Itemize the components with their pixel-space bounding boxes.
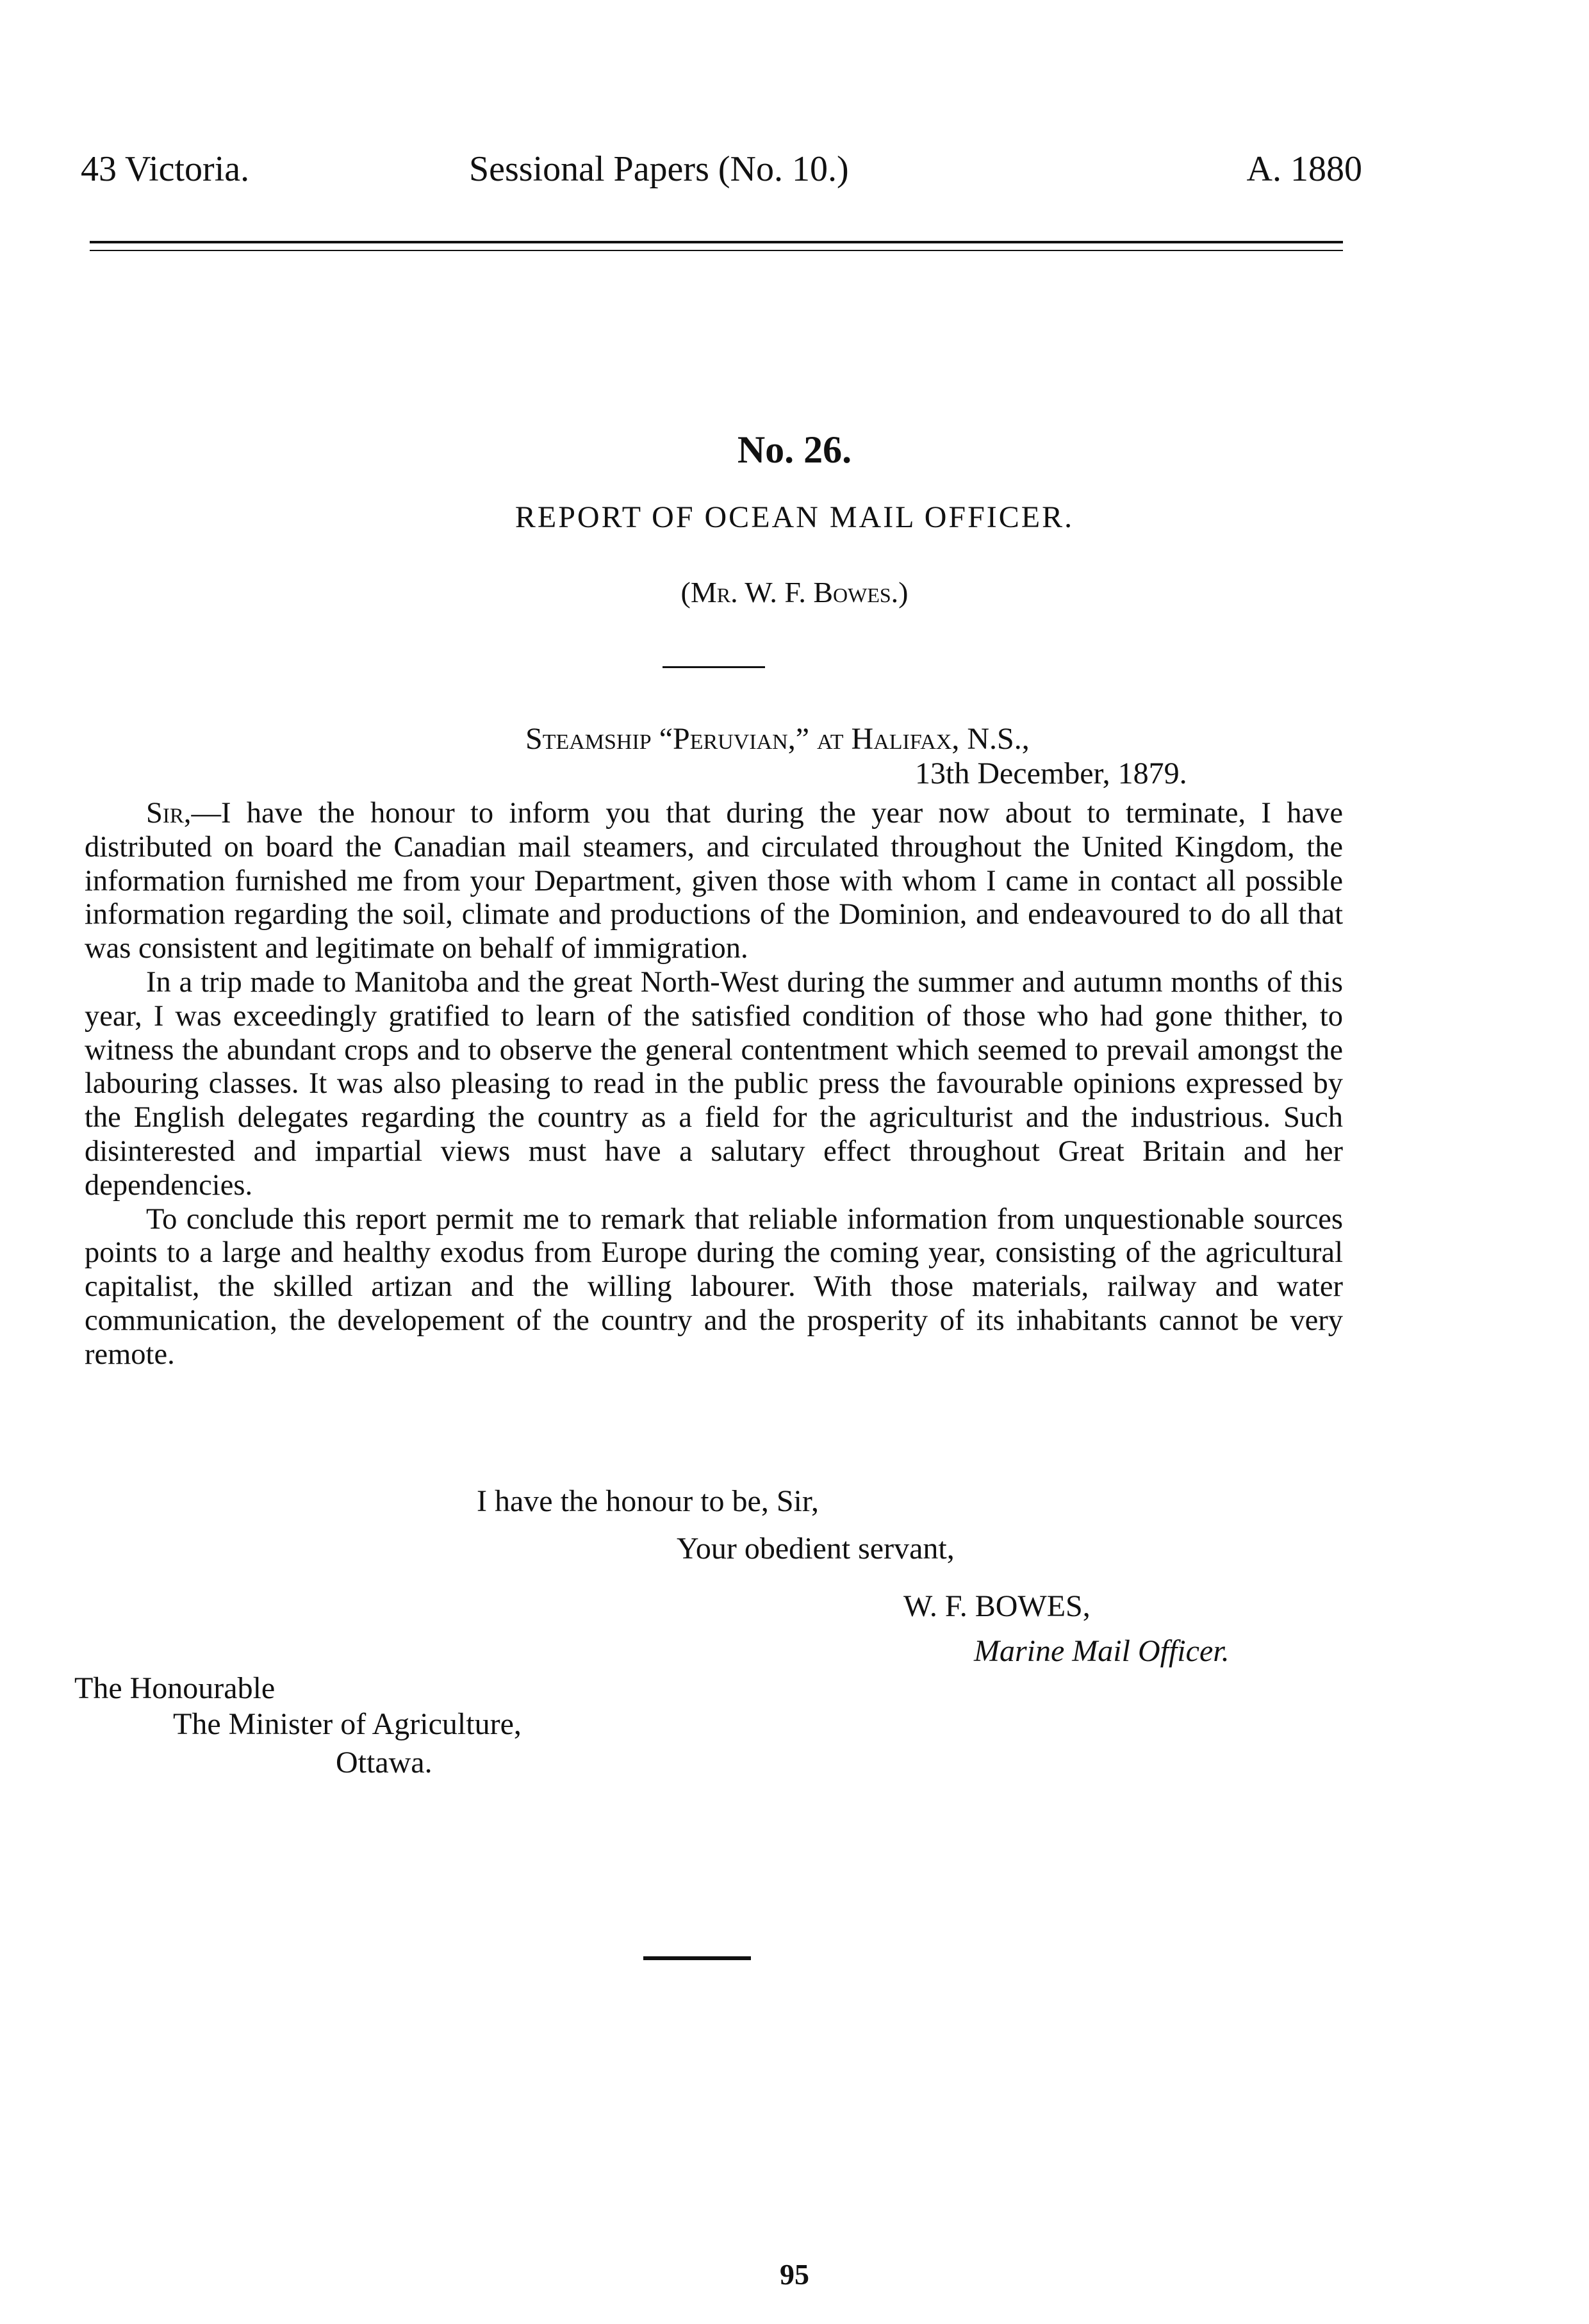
running-header — [81, 149, 1362, 200]
document-author: (Mr. W. F. Bowes.) — [680, 576, 909, 609]
header-session: 43 Victoria. — [81, 149, 250, 189]
addressee-city: Ottawa. — [336, 1746, 432, 1780]
closing-servant: Your obedient servant, — [677, 1532, 955, 1566]
dateline-place: Steamship “Peruvian,” at Halifax, N.S., — [525, 722, 1030, 756]
paragraph-1-text: —I have the honour to inform you that during the year now about to terminate, I have distributed on board the Canadian mail steamers, and circulated throughout the United Kingdom, the information furnished me from your Department, given those with whom I came in contact all possible information regarding the soil, climate and productions of the Dominion, and endeavoured to do all that was consistent and legitimate on behalf of immigration. — [85, 797, 1343, 965]
page-number: 95 — [780, 2258, 809, 2291]
paragraph-2: In a trip made to Manitoba and the great North-West during the summer and autumn months of this year, I was exceedingly gratified to learn of the satisfied condition of those who had gone thither, to witness the abundant crops and to observe the general contentment which seemed to prevail amongst the labouring classes. It was also pleasing to read in the public press the favourable opinions expressed by the English delegates regarding the country as a field for the agriculturist and the industrious. Such disinterested and impartial views must have a salutary effect throughout Great Britain and her dependencies. — [85, 965, 1343, 1202]
header-double-rule — [90, 241, 1343, 251]
signature-name: W. F. BOWES, — [903, 1589, 1091, 1623]
end-divider — [643, 1956, 751, 1960]
signature-office: Marine Mail Officer. — [974, 1634, 1230, 1668]
header-sessional-papers: Sessional Papers (No. 10.) — [469, 149, 849, 189]
closing-honour: I have the honour to be, Sir, — [477, 1484, 819, 1518]
salutation: Sir, — [146, 797, 192, 830]
paragraph-1 — [85, 797, 1343, 966]
addressee-honourable: The Honourable — [74, 1671, 276, 1705]
dateline-date: 13th December, 1879. — [915, 757, 1187, 790]
letter-body — [85, 797, 1343, 1372]
title-divider — [663, 666, 765, 668]
paragraph-3: To conclude this report permit me to remark that reliable information from unquestionable sources points to a large and healthy exodus from Europe during the coming year, consisting of the agricultural capitalist, the skilled artizan and the willing labourer. With those materials, railway and water communication, the developement of the country and the prosperity of its inhabitants cannot be very remote. — [85, 1202, 1343, 1371]
header-year: A. 1880 — [1246, 149, 1362, 189]
addressee-minister: The Minister of Agriculture, — [173, 1707, 522, 1741]
document-title: REPORT OF OCEAN MAIL OFFICER. — [515, 500, 1074, 534]
document-number: No. 26. — [737, 429, 852, 471]
